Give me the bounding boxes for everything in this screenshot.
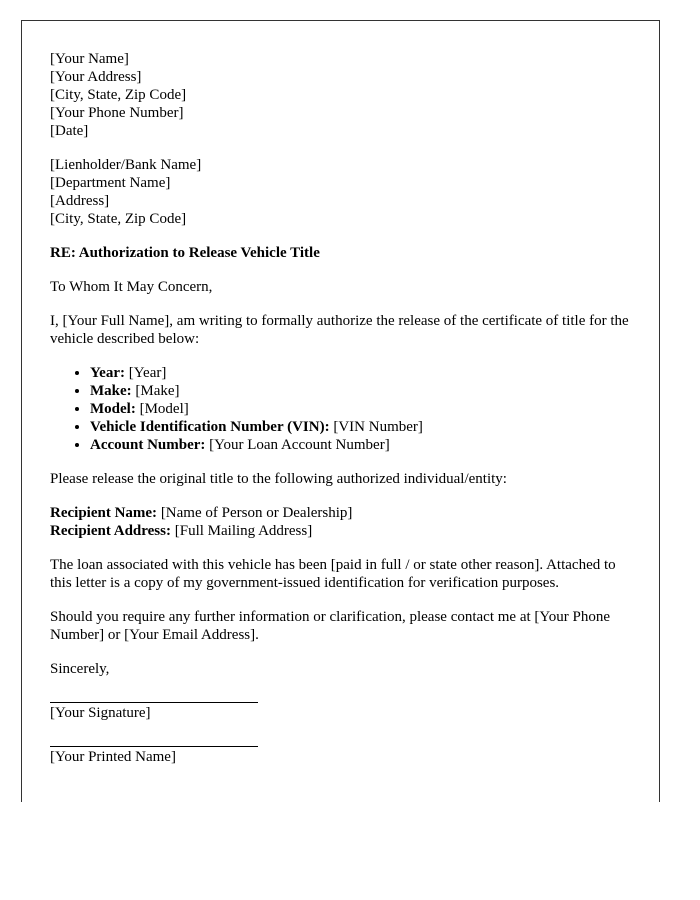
sender-address: [Your Address] — [50, 69, 142, 85]
letter-body — [50, 50, 640, 766]
recipient-bank-name: [Lienholder/Bank Name] — [50, 157, 202, 173]
recipient-name-line: Recipient Name: [Name of Person or Dealership] — [50, 505, 353, 521]
recipient-block — [50, 156, 640, 228]
recipient-city-state-zip: [City, State, Zip Code] — [50, 211, 187, 227]
letter-page — [21, 20, 660, 802]
recipient-department: [Department Name] — [50, 175, 171, 191]
list-item-make: • Make: [Make] — [90, 382, 640, 400]
sender-block — [50, 50, 640, 140]
closing: Sincerely, — [50, 661, 110, 677]
signature-label: [Your Signature] — [50, 705, 151, 721]
sender-name: [Your Name] — [50, 51, 129, 67]
subject-line: RE: Authorization to Release Vehicle Title — [50, 245, 320, 261]
list-item-year: • Year: [Year] — [90, 364, 640, 382]
list-item-vin: • Vehicle Identification Number (VIN): [VIN Number] — [90, 418, 640, 436]
intro-paragraph: I, [Your Full Name], am writing to formally authorize the release of the certificate of title for the vehicle described below: — [50, 313, 629, 347]
list-item-account-number: • Account Number: [Your Loan Account Number] — [90, 436, 640, 454]
recipient-address-line: Recipient Address: [Full Mailing Address] — [50, 523, 313, 539]
contact-paragraph: Should you require any further information or clarification, please contact me at [Your Phone Number] or [Your Email Address]. — [50, 609, 610, 643]
release-instruction: Please release the original title to the following authorized individual/entity: — [50, 471, 507, 487]
sender-city-state-zip: [City, State, Zip Code] — [50, 87, 187, 103]
release-recipient-block — [50, 504, 640, 540]
vehicle-details-list — [50, 364, 640, 454]
recipient-address: [Address] — [50, 193, 110, 209]
list-item-model: • Model: [Model] — [90, 400, 640, 418]
letter-date: [Date] — [50, 123, 89, 139]
printed-name-line — [50, 746, 258, 747]
signature-line — [50, 702, 258, 703]
salutation: To Whom It May Concern, — [50, 279, 213, 295]
printed-name-label: [Your Printed Name] — [50, 749, 176, 765]
loan-paragraph: The loan associated with this vehicle has been [paid in full / or state other reason]. Attached to this letter is a copy of my government-issued identification for verification purposes. — [50, 557, 616, 591]
sender-phone: [Your Phone Number] — [50, 105, 184, 121]
